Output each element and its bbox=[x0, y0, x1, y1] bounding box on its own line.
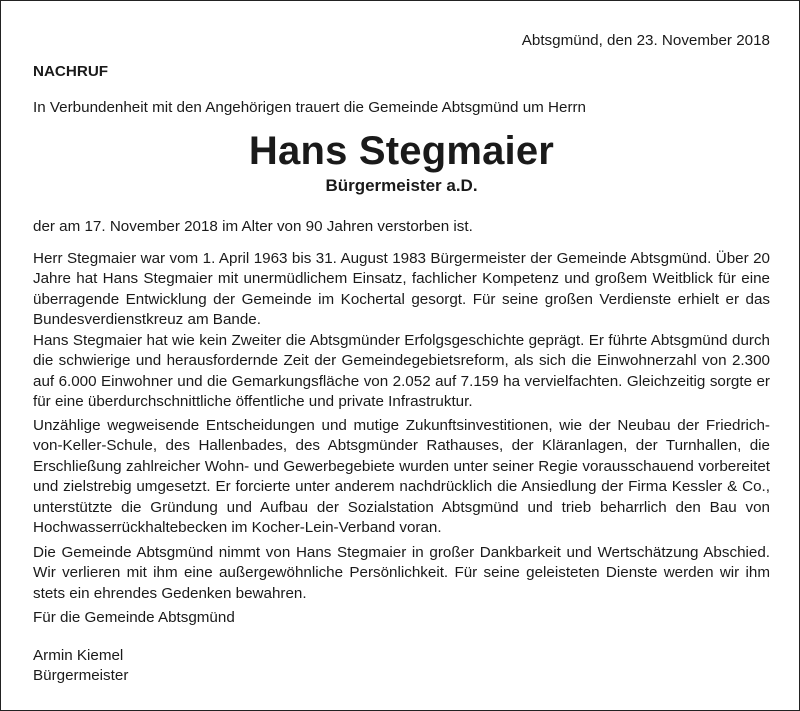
deceased-title: Bürgermeister a.D. bbox=[325, 176, 478, 195]
signer-name: Armin Kiemel bbox=[33, 647, 124, 664]
paragraph-tenure: Herr Stegmaier war vom 1. April 1963 bis 31. August 1983 Bürgermeister der Gemeinde Abtsgmünd. Über 20 Jahre hat Hans Stegmaier mit unermüdlichem Einsatz, fachlicher Kompetenz und großem Weitblick für eine überragende Entwicklung der Gemeinde im Kochertal gesorgt. Für seine großen Verdienste erhielt er das Bundesverdienstkreuz am Bande. bbox=[33, 250, 770, 329]
intro-line: In Verbundenheit mit den Angehörigen trauert die Gemeinde Abtsgmünd um Herrn bbox=[33, 99, 586, 116]
on-behalf-line: Für die Gemeinde Abtsgmünd bbox=[33, 609, 235, 626]
paragraph-investments: Unzählige wegweisende Entscheidungen und mutige Zukunftsinvestitionen, wie der Neubau der Friedrich-von-Keller-Schule, des Hallenbades, des Abtsgmünder Rathauses, der Kläranlagen, der Turnhallen, die Erschließung zahlreicher Wohn- und Gewerbegebiete wurden unter seiner Regie vorausschauend vorbereitet und zielstrebig umgesetzt. Er forcierte unter anderem nachdrücklich die Ansiedlung der Firma Kessler & Co., unterstützte die Gründung und Aufbau der Sozialstation Abtsgmünd und trieb beharrlich den Bau von Hochwasserrückhaltebecken im Kocher-Lein-Verband voran. bbox=[33, 417, 770, 537]
paragraph-farewell: Die Gemeinde Abtsgmünd nimmt von Hans Stegmaier in großer Dankbarkeit und Wertschätzung Abschied. Wir verlieren mit ihm eine außergewöhnliche Persönlichkeit. Für seine geleisteten Dienste werden wir ihm stets ein ehrendes Gedenken bewahren. bbox=[33, 544, 770, 602]
deceased-name: Hans Stegmaier bbox=[248, 129, 555, 173]
signer-title: Bürgermeister bbox=[33, 667, 129, 684]
paragraph-achievements: Hans Stegmaier hat wie kein Zweiter die Abtsgmünder Erfolgsgeschichte geprägt. Er führte Abtsgmünd durch die schwierige und herausfordernde Zeit der Gemeindegebietsreform, als sich die Einwohnerzahl von 2.300 auf 6.000 Einwohner und die Gemarkungsfläche von 2.052 auf 7.159 ha vervielfachten. Gleichzeitig sorgte er für eine überdurchschnittliche öffentliche und private Infrastruktur. bbox=[33, 332, 770, 411]
notice-label: NACHRUF bbox=[33, 63, 109, 80]
paragraph-death-date: der am 17. November 2018 im Alter von 90 Jahren verstorben ist. bbox=[33, 218, 473, 235]
dateline: Abtsgmünd, den 23. November 2018 bbox=[521, 32, 770, 49]
